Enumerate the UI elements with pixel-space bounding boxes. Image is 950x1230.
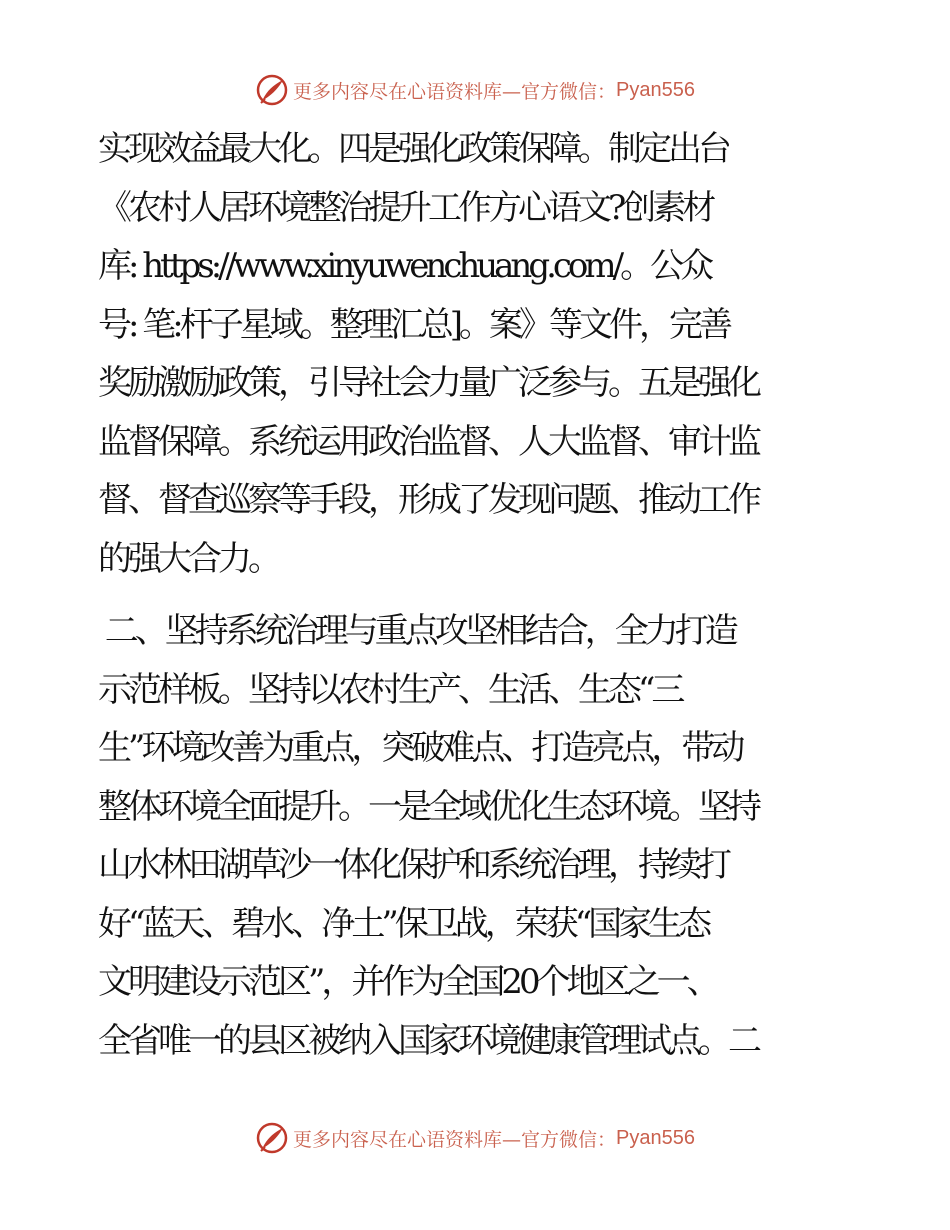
header-wechat-id: Pyan556 bbox=[616, 78, 695, 101]
paragraph-1 bbox=[98, 120, 858, 588]
text-line: 库: https://www.xinyuwenchuang.com/。公众 bbox=[98, 246, 711, 286]
paragraph-2 bbox=[98, 602, 858, 1070]
footer-banner bbox=[0, 1118, 950, 1158]
text-line: 实现效益最大化。四是强化政策保障。制定出台 bbox=[98, 129, 728, 169]
text-line: 二、坚持系统治理与重点攻坚相结合，全力打造 bbox=[98, 611, 735, 651]
text-line: 全省唯一的县区被纳入国家环境健康管理试点。二 bbox=[98, 1020, 758, 1061]
text-line: 奖励激励政策，引导社会力量广泛参与。五是强化 bbox=[98, 363, 758, 403]
text-line: 督、督查巡察等手段，形成了发现问题、推动工作 bbox=[98, 480, 758, 520]
footer-banner-text: 更多内容尽在心语资料库—官方微信： bbox=[293, 1128, 617, 1151]
header-banner bbox=[0, 70, 950, 110]
feather-pen-logo-icon bbox=[255, 73, 289, 107]
text-line: 好“蓝天、碧水、净土”保卫战，荣获“国家生态 bbox=[98, 903, 709, 944]
header-banner-text: 更多内容尽在心语资料库—官方微信： bbox=[293, 80, 617, 103]
document-body bbox=[98, 120, 858, 1070]
text-line: 《农村人居环境整治提升工作方心语文?创素材 bbox=[98, 187, 713, 228]
text-line: 山水林田湖草沙一体化保护和系统治理，持续打 bbox=[98, 845, 728, 885]
text-line: 示范样板。坚持以农村生产、生活、生态“三 bbox=[98, 669, 682, 710]
feather-pen-logo-icon bbox=[255, 1121, 289, 1155]
text-line: 文明建设示范区”，并作为全国20个地区之一、 bbox=[98, 962, 717, 1002]
text-line: 整体环境全面提升。一是全域优化生态环境。坚持 bbox=[98, 786, 758, 827]
footer-wechat-id: Pyan556 bbox=[616, 1126, 695, 1149]
text-line: 号: 笔:杆子星域。整理汇总]。案》等文件，完善 bbox=[98, 304, 729, 345]
text-line: 生”环境改善为重点，突破难点、打造亮点，带动 bbox=[98, 728, 742, 768]
text-line: 的强大合力。 bbox=[98, 538, 278, 579]
text-line: 监督保障。系统运用政治监督、人大监督、审计监 bbox=[98, 421, 758, 462]
